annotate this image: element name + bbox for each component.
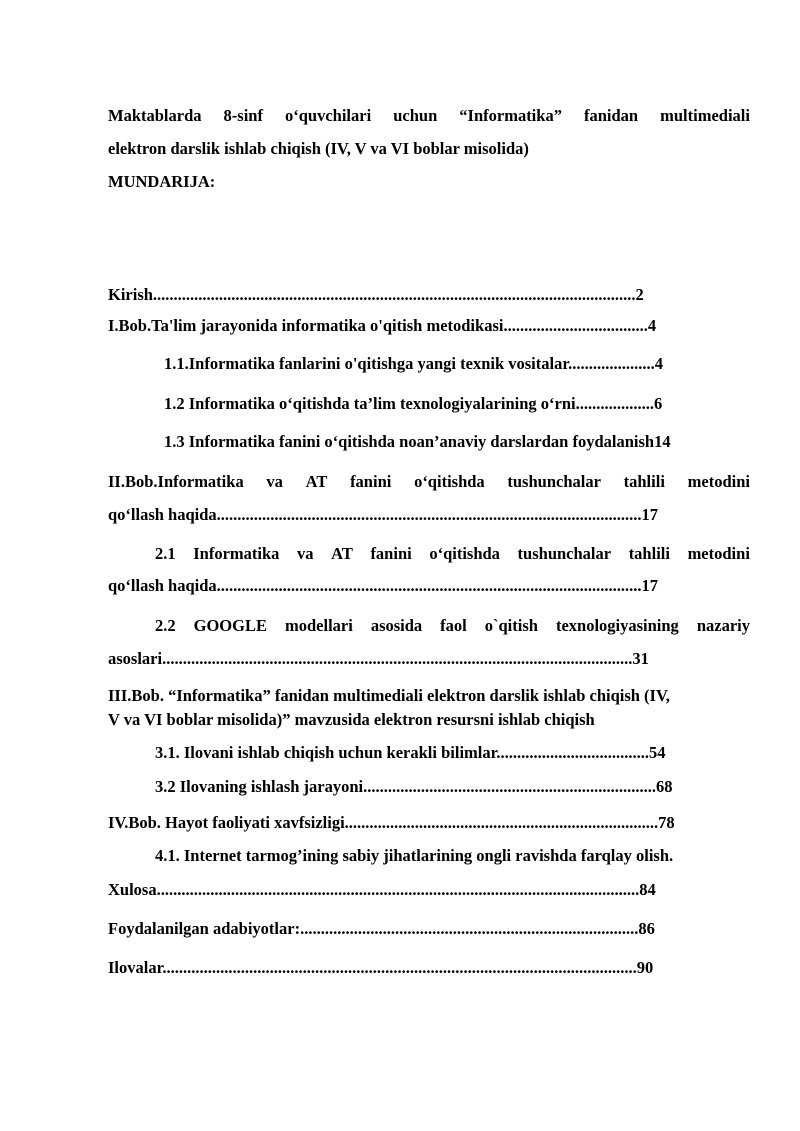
toc-entry-1-3[interactable]: 1.3 Informatika fanini o‘qitishda noan’anaviy darslardan foydalanish14 [164,432,671,451]
word: asosida [370,616,423,635]
word: texnologiyasining [555,616,679,635]
word: GOOGLE [193,616,267,635]
word: tushunchalar [507,472,601,491]
toc-heading: MUNDARIJA: [108,172,216,191]
toc-entry-2-1-line1[interactable] [155,544,750,564]
toc-entry-kirish[interactable]: Kirish.....................................................................................................................2 [108,285,644,304]
word: 2.1 [155,544,176,563]
toc-entry-1-2[interactable]: 1.2 Informatika o‘qitishda ta’lim texnologiyalarining o‘rni...................6 [164,394,663,413]
word: faol [440,616,467,635]
toc-entry-bob2-line1[interactable] [108,472,750,492]
toc-entry-xulosa[interactable]: Xulosa.....................................................................................................................84 [108,880,656,899]
word: uchun [393,106,438,125]
word: va [297,544,314,563]
toc-entry-3-2[interactable]: 3.2 Ilovaning ishlash jarayoni.......................................................................68 [155,777,673,796]
toc-entry-bob3-line1[interactable]: III.Bob. “Informatika” fanidan multimediali elektron darslik ishlab chiqish (IV, [108,686,670,705]
word: “Informatika” [459,106,562,125]
word: Maktablarda [108,106,202,125]
word: modellari [284,616,353,635]
toc-entry-bob1[interactable]: I.Bob.Ta'lim jarayonida informatika o'qitish metodikasi...................................4 [108,316,657,335]
toc-entry-bob3-line2[interactable]: V va VI boblar misolida)” mavzusida elektron resursni ishlab chiqish [108,710,595,729]
toc-entry-4-1[interactable]: 4.1. Internet tarmog’ining sabiy jihatlarining ongli ravishda farqlay olish. [155,846,674,865]
word: tahlili [628,544,670,563]
toc-entry-1-1[interactable]: 1.1.Informatika fanlarini o'qitishga yangi texnik vositalar.....................4 [164,354,664,373]
word: metodini [687,544,750,563]
word: nazariy [696,616,750,635]
word: II.Bob.Informatika [108,472,244,491]
toc-entry-2-2-line1[interactable] [155,616,750,636]
toc-entry-2-2-line2[interactable]: asoslari..................................................................................................................31 [108,649,649,668]
word: Informatika [193,544,280,563]
word: o‘qitishda [414,472,485,491]
toc-entry-bob4[interactable]: IV.Bob. Hayot faoliyati xavfsizligi............................................................................78 [108,813,675,832]
toc-entry-ilovalar[interactable]: Ilovalar...................................................................................................................90 [108,958,654,977]
word: fanini [370,544,412,563]
word: 8-sinf [223,106,263,125]
word: o`qitish [484,616,538,635]
document-title-line2: elektron darslik ishlab chiqish (IV, V va VI boblar misolida) [108,139,529,158]
word: tushunchalar [517,544,612,563]
toc-entry-3-1[interactable]: 3.1. Ilovani ishlab chiqish uchun kerakli bilimlar.....................................54 [155,743,666,762]
word: metodini [687,472,750,491]
toc-entry-2-1-line2[interactable]: qo‘llash haqida.......................................................................................................17 [108,576,659,595]
word: fanini [350,472,392,491]
word: 2.2 [155,616,176,635]
word: AT [305,472,328,491]
word: fanidan [583,106,639,125]
word: va [266,472,283,491]
word: tahlili [623,472,665,491]
document-title-line1 [108,106,750,126]
word: AT [331,544,353,563]
toc-entry-bob2-line2[interactable]: qo‘llash haqida.......................................................................................................17 [108,505,659,524]
toc-entry-adabiyotlar[interactable]: Foydalanilgan adabiyotlar:..................................................................................86 [108,919,655,938]
word: o‘quvchilari [285,106,372,125]
word: multimediali [660,106,750,125]
word: o‘qitishda [429,544,500,563]
